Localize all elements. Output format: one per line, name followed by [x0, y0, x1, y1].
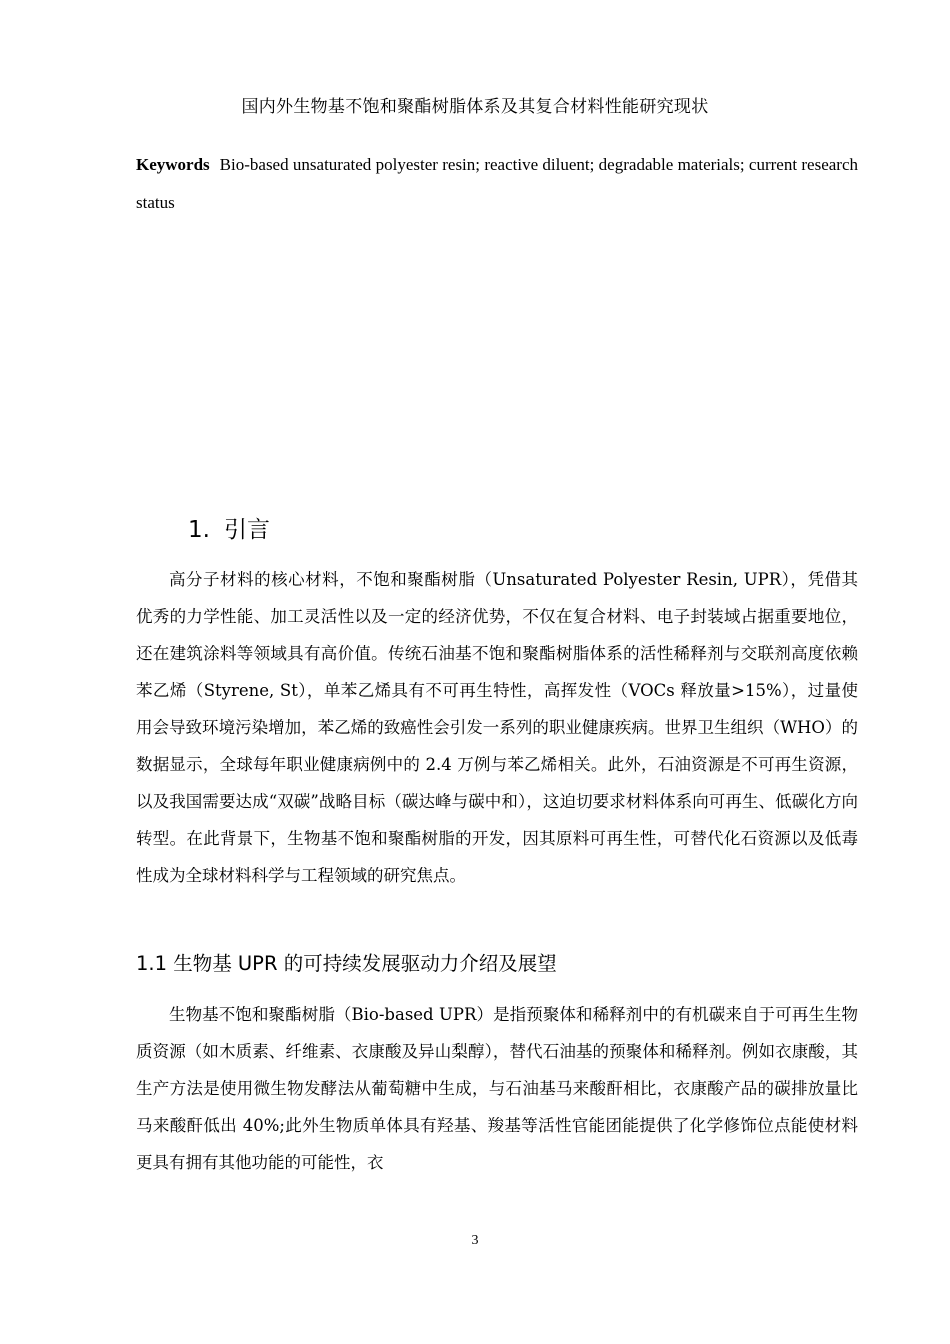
- page-header-title: 国内外生物基不饱和聚酯树脂体系及其复合材料性能研究现状: [241, 97, 709, 117]
- keywords-label: Keywords: [136, 155, 210, 174]
- intro-paragraph: 高分子材料的核心材料，不饱和聚酯树脂（Unsaturated Polyester Resin, UPR），凭借其优秀的力学性能、加工灵活性以及一定的经济优势，不仅在复合材料、电子封装域占据重要地位，还在建筑涂料等领域具有高价值。传统石油基不饱和聚酯树脂体系的活性稀释剂与交联剂高度依赖苯乙烯（Styrene, St），单苯乙烯具有不可再生特性，高挥发性（VOCs 释放量>15%），过量使用会导致环境污染增加，苯乙烯的致癌性会引发一系列的职业健康疾病。世界卫生组织（WHO）的数据显示，全球每年职业健康病例中的 2.4 万例与苯乙烯相关。此外，石油资源是不可再生资源，以及我国需要达成“双碳”战略目标（碳达峰与碳中和），这迫切要求材料体系向可再生、低碳化方向转型。在此背景下，生物基不饱和聚酯树脂的开发，因其原料可再生性，可替代化石资源以及低毒性成为全球材料科学与工程领域的研究焦点。: [136, 570, 858, 885]
- section-heading: [188, 511, 270, 544]
- subsection-heading: 1.1 生物基 UPR 的可持续发展驱动力介绍及展望: [136, 952, 557, 975]
- keywords-text: Bio-based unsaturated polyester resin; reactive diluent; degradable materials; current research status: [136, 155, 858, 212]
- keywords-block: [136, 146, 858, 222]
- page-number: 3: [471, 1233, 479, 1248]
- section-title: 引言: [223, 517, 270, 543]
- section-number: 1.: [188, 517, 210, 543]
- subsection-paragraph: 生物基不饱和聚酯树脂（Bio-based UPR）是指预聚体和稀释剂中的有机碳来自于可再生生物质资源（如木质素、纤维素、衣康酸及异山梨醇），替代石油基的预聚体和稀释剂。例如衣康酸，其生产方法是使用微生物发酵法从葡萄糖中生成，与石油基马来酸酐相比，衣康酸产品的碳排放量比马来酸酐低出 40%;此外生物质单体具有羟基、羧基等活性官能团能提供了化学修饰位点能使材料更具有拥有其他功能的可能性，衣: [136, 1005, 858, 1172]
